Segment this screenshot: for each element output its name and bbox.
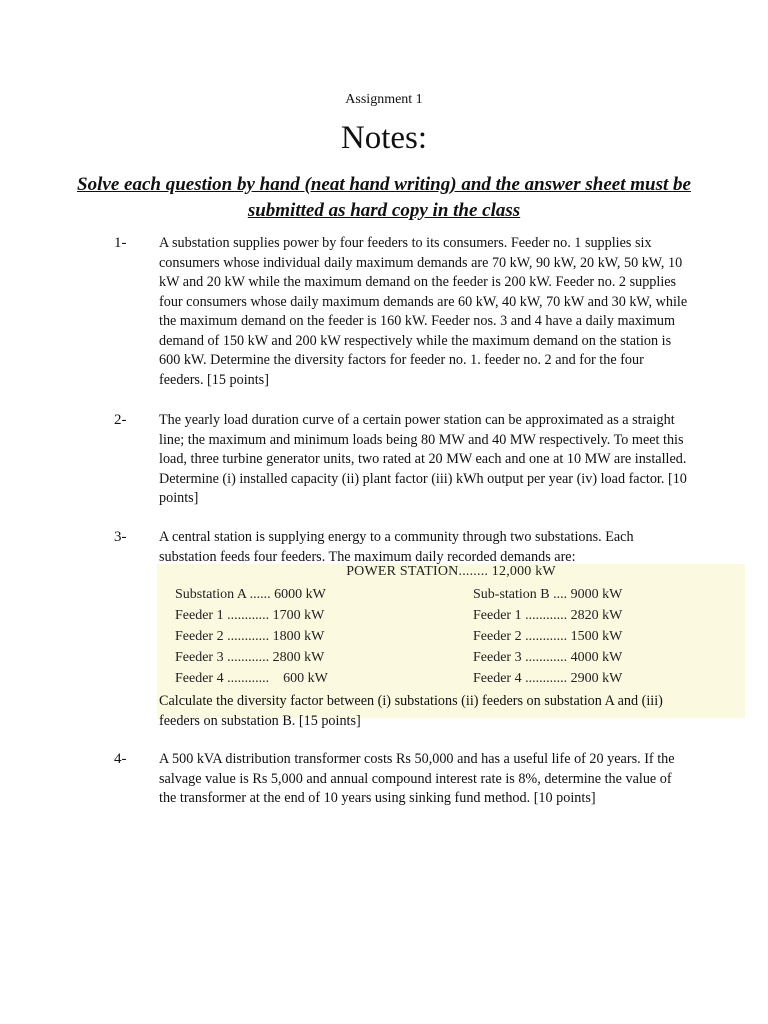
table-title: POWER STATION........ 12,000 kW [346,564,556,579]
table-row: Feeder 2 ............ 1800 kW [175,629,325,644]
question-number: 4- [114,751,127,767]
substation-b-column [473,584,622,689]
question-number: 2- [114,412,127,428]
table-row: Feeder 3 ............ 4000 kW [473,650,623,665]
question-text: A central station is supplying energy to a community through two substations. Each substation feeds four feeders. The maximum daily recorded demands are: [159,529,634,565]
notes-title: Notes: [340,120,428,156]
table-row: Feeder 4 ............ 600 kW [175,671,328,686]
substation-a-column [175,584,328,689]
table-row: Feeder 1 ............ 1700 kW [175,608,325,623]
question-followup-text: Calculate the diversity factor between (i) substations (ii) feeders on substation A and (iii) feeders on substation B. [15 points] [159,693,663,729]
table-row: Substation A ...... 6000 kW [175,587,326,602]
table-row: Feeder 2 ............ 1500 kW [473,629,623,644]
question-number: 1- [114,235,127,251]
table-row: Feeder 1 ............ 2820 kW [473,608,623,623]
question-number: 3- [114,529,127,545]
assignment-label: Assignment 1 [345,92,423,107]
question-text: The yearly load duration curve of a certain power station can be approximated as a straight line; the maximum and minimum loads being 80 MW and 40 MW respectively. To meet this load, three turbine generator units, two rated at 20 MW each and one at 10 MW are installed. Determine (i) installed capacity (ii) plant factor (iii) kWh output per year (iv) load factor. [10 points] [159,412,687,506]
instruction-text: Solve each question by hand (neat hand writing) and the answer sheet must be submitted as hard copy in the class [77,174,691,221]
question-text: A substation supplies power by four feeders to its consumers. Feeder no. 1 supplies six consumers whose individual daily maximum demands are 70 kW, 90 kW, 20 kW, 50 kW, 10 kW and 20 kW while the maximum demand on the feeder is 200 kW. Feeder no. 2 supplies four consumers whose daily maximum demands are 60 kW, 40 kW, 70 kW and 30 kW, while the maximum demand on the feeder is 160 kW. Feeder nos. 3 and 4 have a daily maximum demand of 150 kW and 200 kW respectively while the maximum demand on the station is 600 kW. Determine the diversity factors for feeder no. 1. feeder no. 2 and for the four feeders. [15 points] [159,235,688,388]
table-row: Feeder 3 ............ 2800 kW [175,650,325,665]
question-text: A 500 kVA distribution transformer costs Rs 50,000 and has a useful life of 20 years. If the salvage value is Rs 5,000 and annual compound interest rate is 8%, determine the value of the transformer at the end of 10 years using sinking fund method. [10 points] [159,751,675,806]
table-row: Sub-station B .... 9000 kW [473,587,623,602]
table-row: Feeder 4 ............ 2900 kW [473,671,623,686]
